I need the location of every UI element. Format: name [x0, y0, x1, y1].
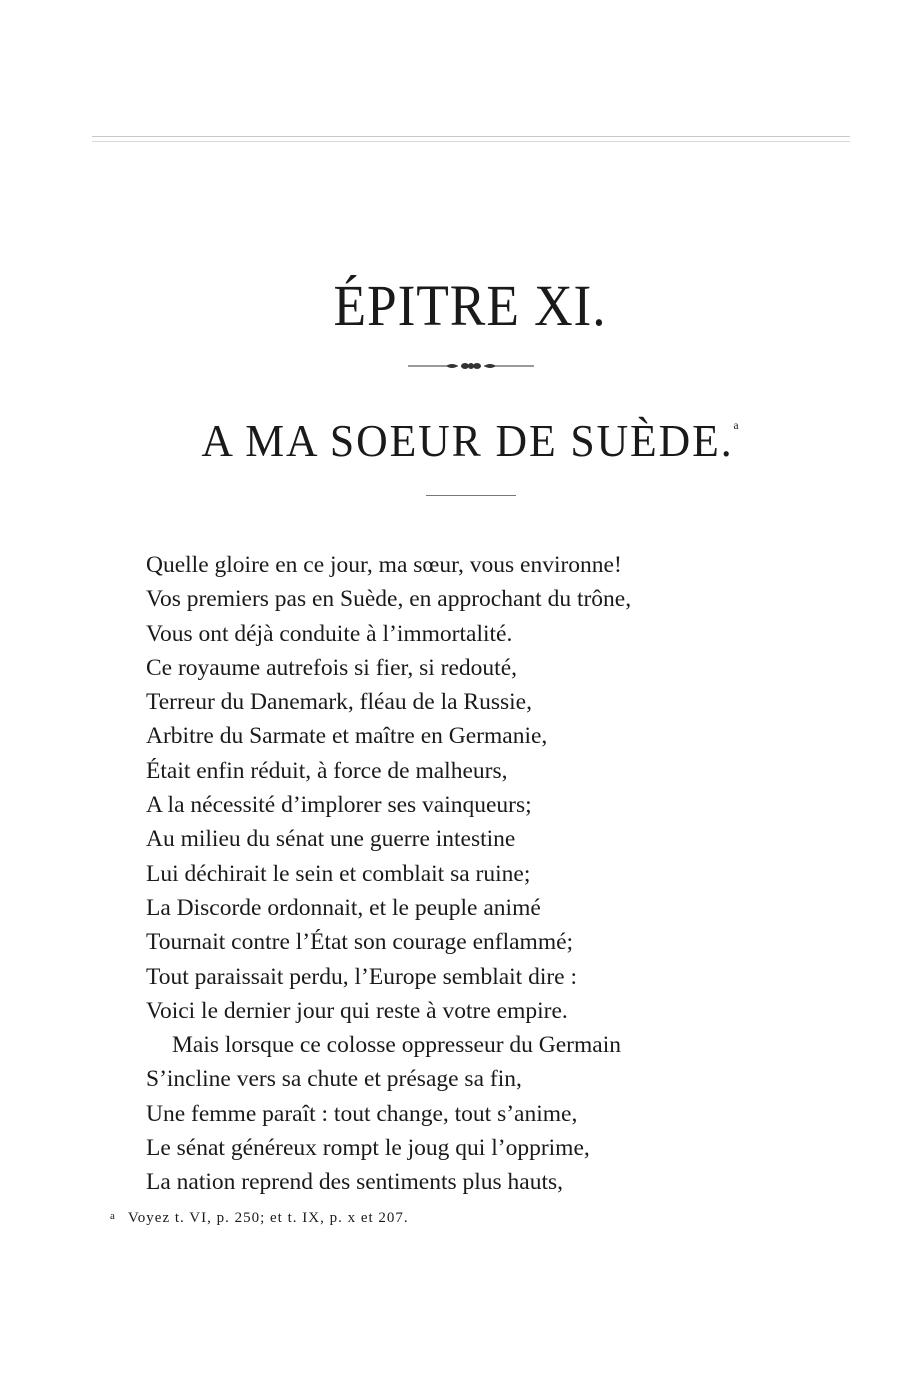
short-rule — [426, 495, 516, 496]
poem-line: Était enfin réduit, à force de malheurs, — [146, 757, 508, 784]
poem-line: La nation reprend des sentiments plus hauts, — [146, 1169, 564, 1196]
poem-body — [146, 548, 786, 1200]
poem-line: Une femme paraît : tout change, tout s’anime, — [146, 1100, 578, 1127]
poem-line: A la nécessité d’implorer ses vainqueurs; — [146, 792, 532, 819]
page-title: ÉPITRE XI. — [333, 273, 607, 338]
poem-line: Terreur du Danemark, fléau de la Russie, — [146, 689, 532, 716]
poem-line — [146, 548, 786, 582]
footnote-text: Voyez t. VI, p. 250; et t. IX, p. x et 207. — [127, 1210, 409, 1226]
footnote — [110, 1210, 409, 1227]
poem-line: Le sénat généreux rompt le joug qui l’opprime, — [146, 1135, 590, 1162]
subtitle-text: A MA SOEUR DE SUÈDE. — [201, 415, 734, 466]
poem-line: Tout paraissait perdu, l’Europe semblait dire : — [146, 963, 578, 990]
poem-line: Ce royaume autrefois si fier, si redouté, — [146, 654, 518, 681]
poem-line: Au milieu du sénat une guerre intestine — [146, 826, 516, 853]
poem-line: Arbitre du Sarmate et maître en Germanie, — [146, 723, 548, 750]
subtitle-footnote-mark: a — [733, 418, 739, 432]
subtitle — [24, 414, 900, 467]
ornament-divider — [408, 360, 534, 372]
footnote-mark: a — [110, 1210, 116, 1222]
poem-line: Tournait contre l’État son courage enflammé; — [146, 929, 574, 956]
poem-line-text: Quelle gloire en ce jour, ma sœur, vous environne! — [146, 552, 622, 578]
poem-line: S’incline vers sa chute et présage sa fin, — [146, 1066, 522, 1093]
poem-line: Mais lorsque ce colosse oppresseur du Germain — [172, 1032, 621, 1059]
poem-line: Vos premiers pas en Suède, en approchant du trône, — [146, 586, 632, 613]
top-rule — [92, 136, 850, 142]
poem-line: La Discorde ordonnait, et le peuple animé — [146, 894, 541, 921]
poem-line: Voici le dernier jour qui reste à votre empire. — [146, 997, 568, 1024]
poem-line: Vous ont déjà conduite à l’immortalité. — [146, 620, 513, 647]
poem-line: Lui déchirait le sein et comblait sa ruine; — [146, 860, 531, 887]
